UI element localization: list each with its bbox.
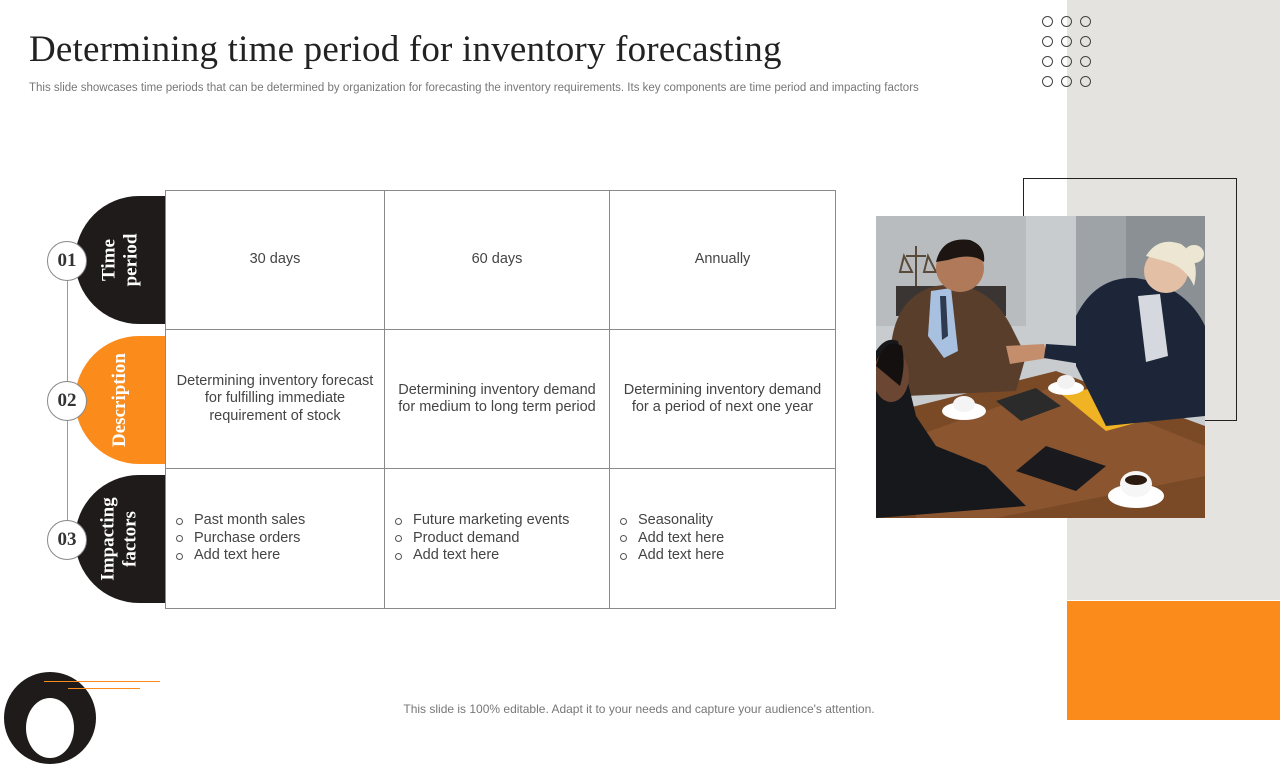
bullet-circle-icon (395, 518, 402, 525)
row-3-number-badge: 03 (47, 520, 87, 560)
list-item: Seasonality (620, 512, 827, 530)
forecast-table (165, 190, 836, 609)
bullet-circle-icon (176, 535, 183, 542)
bullet-circle-icon (395, 553, 402, 560)
table-cell: Determining inventory demand for medium to long term period (385, 330, 610, 469)
list-item: Past month sales (176, 512, 376, 530)
table-cell: 60 days (385, 191, 610, 330)
row-1-label-tab (75, 196, 165, 324)
table-cell (610, 469, 836, 609)
business-handshake-photo (876, 216, 1205, 518)
bullet-circle-icon (395, 535, 402, 542)
slide-subtitle: This slide showcases time periods that can be determined by organization for forecasting the inventory requirements. Its key components are time period and impacting factors (29, 82, 919, 94)
row-3-label: Impacting factors (98, 497, 141, 581)
dot-grid-decoration (1042, 16, 1093, 87)
bullet-circle-icon (620, 535, 627, 542)
bullet-circle-icon (176, 553, 183, 560)
list-item: Purchase orders (176, 530, 376, 548)
decorative-ring (4, 672, 96, 764)
list-item: Add text here (395, 547, 601, 565)
table-row-description (166, 330, 836, 469)
bullet-circle-icon (620, 553, 627, 560)
row-1-number-badge: 01 (47, 241, 87, 281)
table-cell: 30 days (166, 191, 385, 330)
table-cell (385, 469, 610, 609)
table-row-time-period (166, 191, 836, 330)
slide-footer-note: This slide is 100% editable. Adapt it to your needs and capture your audience's attention. (403, 702, 875, 716)
row-2-number-badge: 02 (47, 381, 87, 421)
table-cell: Determining inventory forecast for fulfilling immediate requirement of stock (166, 330, 385, 469)
list-item: Add text here (176, 547, 376, 565)
table-row-factors (166, 469, 836, 609)
list-item: Product demand (395, 530, 601, 548)
slide-title: Determining time period for inventory forecasting (29, 29, 782, 70)
row-1-label: Time period (98, 233, 141, 287)
table-cell: Determining inventory demand for a period of next one year (610, 330, 836, 469)
row-2-label: Description (109, 353, 130, 447)
list-item: Add text here (620, 530, 827, 548)
table-cell: Annually (610, 191, 836, 330)
row-3-label-tab (75, 475, 165, 603)
list-item: Future marketing events (395, 512, 601, 530)
list-item: Add text here (620, 547, 827, 565)
decorative-line (68, 688, 140, 689)
table-cell (166, 469, 385, 609)
bullet-circle-icon (176, 518, 183, 525)
row-2-label-tab (75, 336, 165, 464)
decorative-line (44, 681, 160, 682)
bullet-circle-icon (620, 518, 627, 525)
